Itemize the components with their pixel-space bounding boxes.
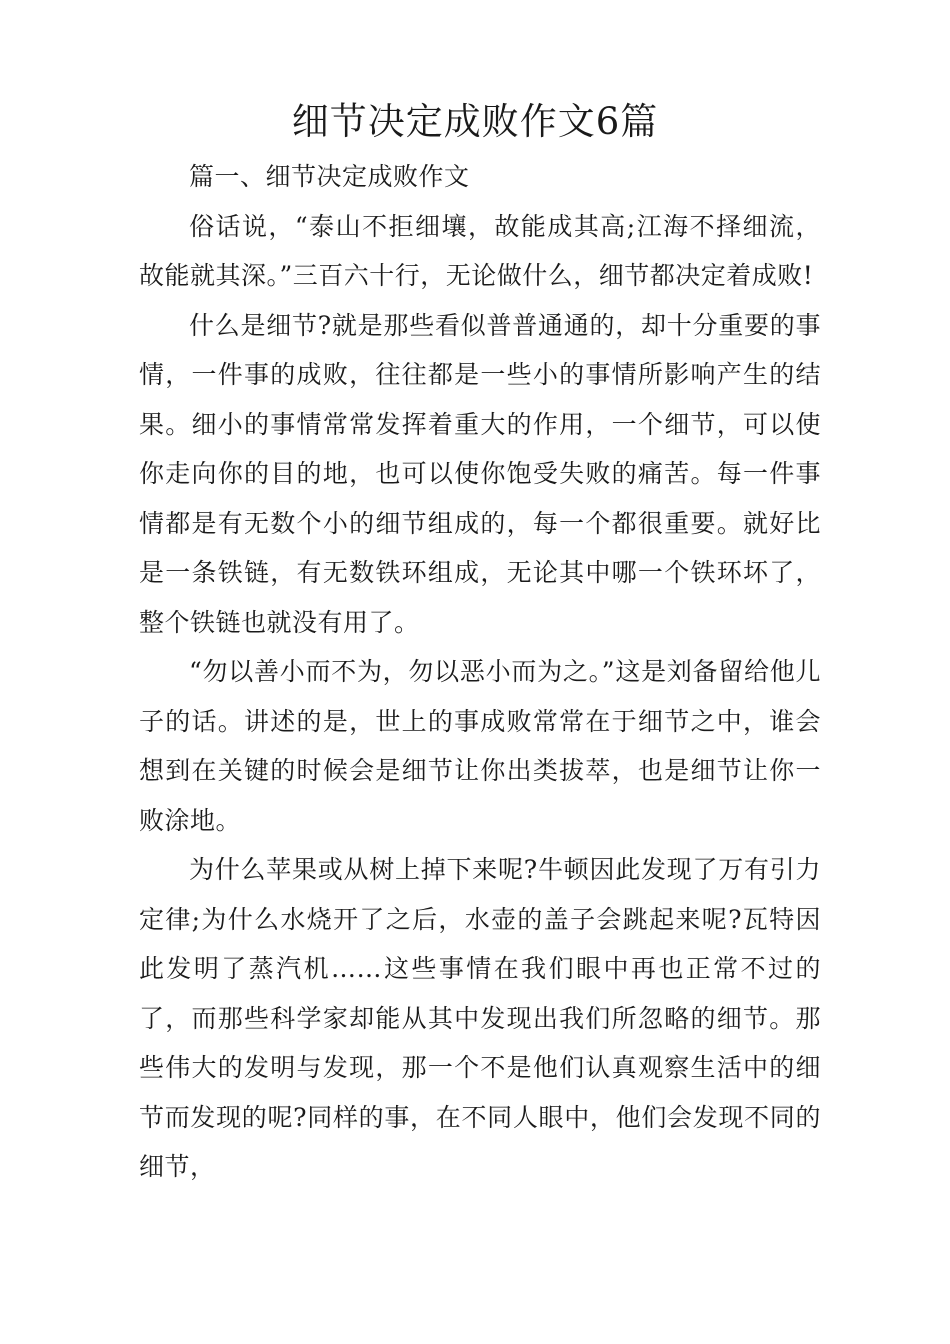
section-heading: 篇一、细节决定成败作文: [189, 162, 470, 191]
paragraph-3: “勿以善小而不为，勿以恶小而为之。”这是刘备留给他儿子的话。讲述的是，世上的事成败常常在于细节之中，谁会想到在关键的时候会是细节让你出类拔萃，也是细节让你一败涂地。: [139, 657, 821, 835]
paragraph-4: 为什么苹果或从树上掉下来呢?牛顿因此发现了万有引力定律;为什么水烧开了之后，水壶的盖子会跳起来呢?瓦特因此发明了蒸汽机……这些事情在我们眼中再也正常不过的了，而那些科学家却能从其中发现出我们所忽略的细节。那些伟大的发明与发现，那一个不是他们认真观察生活中的细节而发现的呢?同样的事，在不同人眼中，他们会发现不同的细节，: [139, 855, 821, 1181]
paragraph-2: 什么是细节?就是那些看似普普通通的，却十分重要的事情，一件事的成败，往往都是一些小的事情所影响产生的结果。细小的事情常常发挥着重大的作用，一个细节，可以使你走向你的目的地，也可以使你饱受失败的痛苦。每一件事情都是有无数个小的细节组成的，每一个都很重要。就好比是一条铁链，有无数铁环组成，无论其中哪一个铁环坏了，整个铁链也就没有用了。: [139, 310, 821, 637]
paragraph-1: 俗话说，“泰山不拒细壤，故能成其高;江海不择细流，故能就其深。”三百六十行，无论做什么，细节都决定着成败!: [139, 211, 821, 290]
document-body: [139, 152, 821, 1192]
document-title: 细节决定成败作文6篇: [291, 100, 659, 143]
